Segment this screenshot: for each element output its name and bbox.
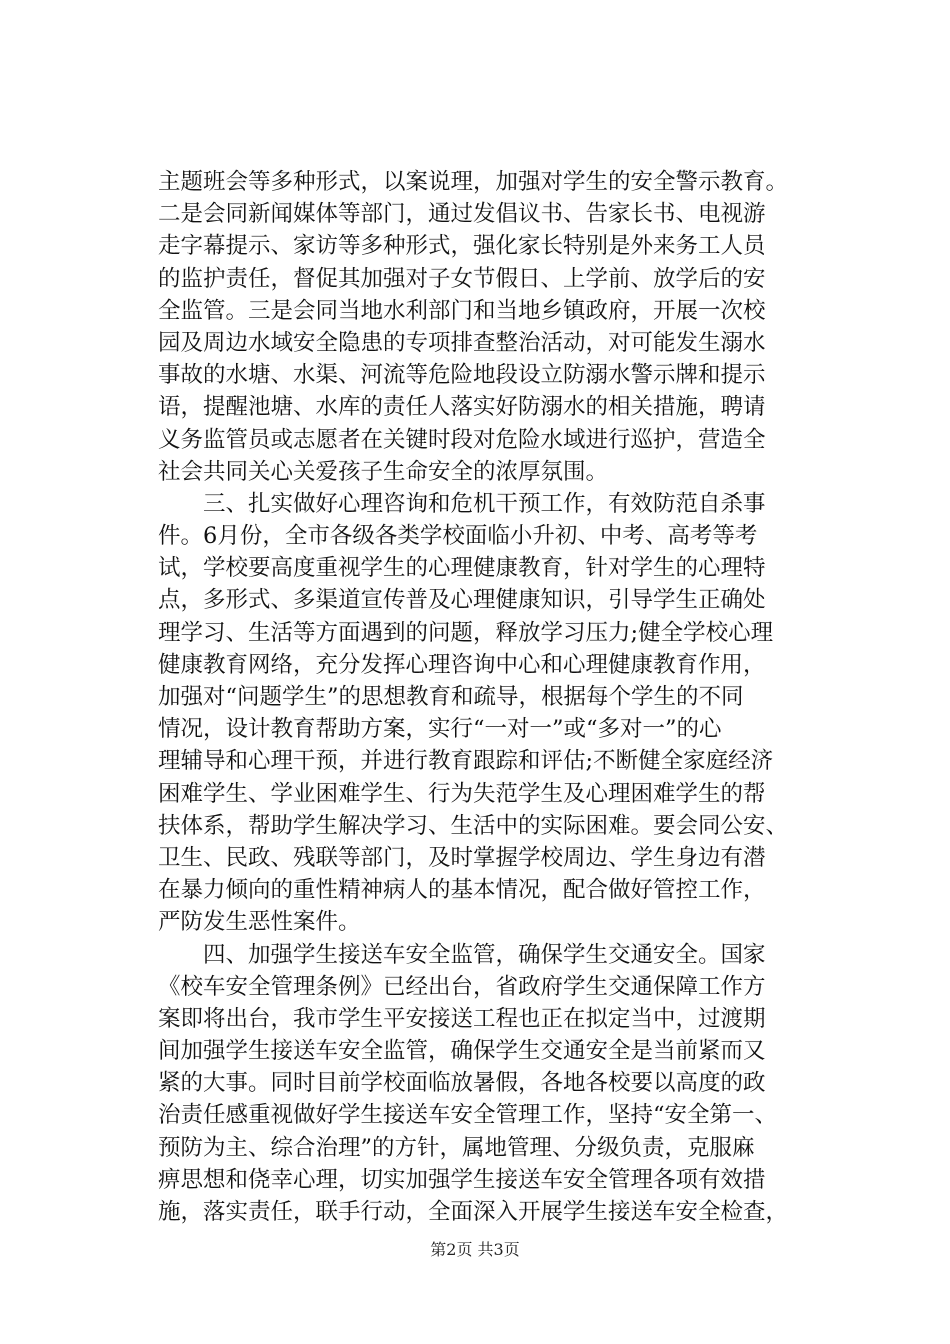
page-number: 第2页 共3页 <box>430 1240 520 1259</box>
text-line: 《校车安全管理条例》已经出台，省政府学生交通保障工作方 <box>158 973 766 1000</box>
text-line: 主题班会等多种形式，以案说理，加强对学生的安全警示教育。 <box>158 169 789 195</box>
text-line: 义务监管员或志愿者在关键时段对危险水域进行巡护，营造全 <box>158 426 766 453</box>
text-line: 施，落实责任，联手行动，全面深入开展学生接送车安全检查， <box>158 1199 789 1225</box>
text-line: 全监管。三是会同当地水利部门和当地乡镇政府，开展一次校 <box>158 297 766 324</box>
text-line: 理辅导和心理干预，并进行教育跟踪和评估;不断健全家庭经济 <box>158 748 774 775</box>
text-line: 三、扎实做好心理咨询和危机干预工作，有效防范自杀事 <box>158 490 766 517</box>
text-line: 试，学校要高度重视学生的心理健康教育，针对学生的心理特 <box>158 555 766 582</box>
text-line: 件。6月份，全市各级各类学校面临小升初、中考、高考等考 <box>158 523 758 550</box>
text-line: 间加强学生接送车安全监管，确保学生交通安全是当前紧而又 <box>158 1038 766 1065</box>
text-line: 痹思想和侥幸心理，切实加强学生接送车安全管理各项有效措 <box>158 1166 766 1193</box>
text-line: 治责任感重视做好学生接送车安全管理工作，坚持“安全第一、 <box>158 1102 778 1129</box>
page-footer <box>0 1238 950 1262</box>
text-line: 困难学生、学业困难学生、行为失范学生及心理困难学生的帮 <box>158 780 766 807</box>
text-line: 事故的水塘、水渠、河流等危险地段设立防溺水警示牌和提示 <box>158 362 766 389</box>
text-line: 二是会同新闻媒体等部门，通过发倡议书、告家长书、电视游 <box>158 201 766 228</box>
text-line: 预防为主、综合治理”的方针，属地管理、分级负责，克服麻 <box>158 1134 755 1161</box>
document-body <box>158 166 798 1228</box>
text-line: 园及周边水域安全隐患的专项排查整治活动，对可能发生溺水 <box>158 329 766 356</box>
text-line: 紧的大事。同时目前学校面临放暑假，各地各校要以高度的政 <box>158 1070 766 1097</box>
text-line: 四、加强学生接送车安全监管，确保学生交通安全。国家 <box>158 941 766 968</box>
text-line: 卫生、民政、残联等部门，及时掌握学校周边、学生身边有潜 <box>158 844 766 871</box>
text-line: 走字幕提示、家访等多种形式，强化家长特别是外来务工人员 <box>158 233 766 260</box>
text-line: 在暴力倾向的重性精神病人的基本情况，配合做好管控工作， <box>158 877 766 904</box>
text-line: 加强对“问题学生”的思想教育和疏导，根据每个学生的不同 <box>158 684 744 710</box>
text-line: 严防发生恶性案件。 <box>158 909 361 936</box>
text-line: 案即将出台，我市学生平安接送工程也正在拟定当中，过渡期 <box>158 1005 766 1032</box>
text-line: 扶体系，帮助学生解决学习、生活中的实际困难。要会同公安、 <box>158 812 789 839</box>
text-line: 社会共同关心关爱孩子生命安全的浓厚氛围。 <box>158 458 609 485</box>
text-line: 健康教育网络，充分发挥心理咨询中心和心理健康教育作用， <box>158 651 766 678</box>
text-line: 情况，设计教育帮助方案，实行“一对一”或“多对一”的心 <box>158 716 722 743</box>
text-line: 理学习、生活等方面遇到的问题，释放学习压力;健全学校心理 <box>158 619 774 646</box>
text-line: 的监护责任，督促其加强对子女节假日、上学前、放学后的安 <box>158 265 766 292</box>
text-line: 语，提醒池塘、水库的责任人落实好防溺水的相关措施，聘请 <box>158 394 766 421</box>
text-line: 点，多形式、多渠道宣传普及心理健康知识，引导学生正确处 <box>158 587 766 614</box>
